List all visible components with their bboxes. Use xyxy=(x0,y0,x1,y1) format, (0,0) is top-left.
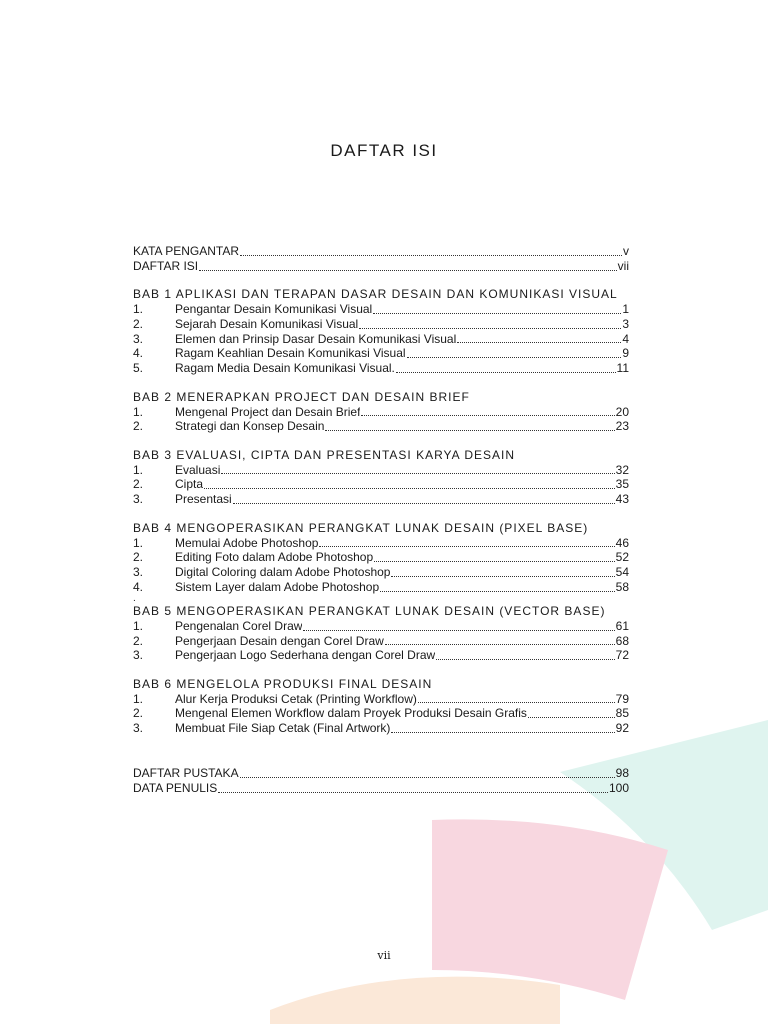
toc-item-number: 3. xyxy=(133,492,144,507)
chapter-heading-1: BAB 1 APLIKASI DAN TERAPAN DASAR DESAIN DAN KOMUNIKASI VISUAL xyxy=(133,287,618,302)
toc-item-page: 85 xyxy=(615,706,629,721)
toc-entry-daftar-pustaka xyxy=(133,766,629,781)
toc-item xyxy=(133,619,629,634)
toc-item xyxy=(133,346,629,361)
toc-entry-text: KATA PENGANTAR xyxy=(133,244,240,258)
toc-item-page: 72 xyxy=(615,648,629,663)
toc-item xyxy=(133,477,629,492)
toc-item-page: 11 xyxy=(616,361,629,376)
toc-item-page: 58 xyxy=(615,579,629,594)
dot-leader xyxy=(528,716,615,718)
toc-item-text: Membuat File Siap Cetak (Final Artwork) xyxy=(175,721,391,736)
dot-leader xyxy=(391,731,614,733)
pink-arc-shape xyxy=(432,819,668,1000)
page-number: vii xyxy=(377,949,391,962)
toc-item-number: 5. xyxy=(133,361,144,376)
toc-item xyxy=(133,361,629,376)
dot-leader xyxy=(457,341,621,343)
toc-item-text: Ragam Keahlian Desain Komunikasi Visual xyxy=(175,346,406,361)
dot-leader xyxy=(374,560,615,562)
toc-entry-text: DAFTAR ISI xyxy=(133,258,199,273)
dot-leader xyxy=(361,414,614,416)
toc-item-page: 43 xyxy=(615,492,629,507)
toc-item-number: 2. xyxy=(133,316,144,331)
toc-item-number: 1. xyxy=(133,404,144,419)
toc-entry-page: vii xyxy=(617,258,629,273)
dot-leader xyxy=(391,575,614,577)
toc-item-text: Presentasi xyxy=(175,492,232,507)
toc-entry-data-penulis xyxy=(133,781,629,796)
toc-item-page: 46 xyxy=(615,535,629,550)
toc-item-page: 52 xyxy=(615,550,629,565)
toc-item xyxy=(133,580,629,595)
toc-item-text: Pengerjaan Logo Sederhana dengan Corel Draw xyxy=(175,648,436,663)
toc-item-number: 2. xyxy=(133,706,144,721)
dot-leader xyxy=(436,658,614,660)
toc-item xyxy=(133,536,629,551)
toc-item-text: Pengerjaan Desain dengan Corel Draw xyxy=(175,633,384,648)
toc-item-page: 61 xyxy=(615,618,629,633)
toc-entry-text: DATA PENULIS xyxy=(133,780,218,795)
toc-item-page: 23 xyxy=(615,419,629,434)
chapter-heading-2: BAB 2 MENERAPKAN PROJECT DAN DESAIN BRIEF xyxy=(133,389,470,404)
dot-leader xyxy=(240,254,622,256)
toc-item-page: 92 xyxy=(615,721,629,736)
toc-item xyxy=(133,634,629,649)
page-title: DAFTAR ISI xyxy=(330,141,438,160)
peach-arc-shape xyxy=(270,977,560,1024)
toc-entry-page: v xyxy=(623,244,629,258)
toc-item xyxy=(133,419,629,434)
toc-item-text: Evaluasi xyxy=(175,462,221,477)
toc-item-page: 32 xyxy=(615,462,629,477)
toc-entry-kata-pengantar xyxy=(133,244,629,259)
toc-item-page: 20 xyxy=(615,404,629,419)
toc-item xyxy=(133,648,629,663)
toc-item-text: Cipta xyxy=(175,477,204,492)
toc-item-page: 3 xyxy=(622,316,629,331)
toc-item-number: 2. xyxy=(133,419,144,434)
toc-item xyxy=(133,317,629,332)
toc-item-page: 35 xyxy=(615,477,629,492)
toc-item-number: 1. xyxy=(133,302,144,317)
toc-item-text: Elemen dan Prinsip Dasar Desain Komunikasi Visual xyxy=(175,331,457,346)
toc-item-text: Sistem Layer dalam Adobe Photoshop xyxy=(175,579,380,594)
toc-item-number: 3. xyxy=(133,648,144,663)
toc-item-number: 1. xyxy=(133,691,144,706)
dot-leader xyxy=(380,590,615,592)
toc-item-number: 3. xyxy=(133,721,144,736)
dot-leader xyxy=(204,487,615,489)
toc-item xyxy=(133,332,629,347)
dot-leader xyxy=(303,629,614,631)
toc-item-number: 1. xyxy=(133,535,144,550)
toc-entry-text: DAFTAR PUSTAKA xyxy=(133,766,239,781)
chapter-heading-3: BAB 3 EVALUASI, CIPTA DAN PRESENTASI KARYA DESAIN xyxy=(133,447,515,462)
toc-item xyxy=(133,492,629,507)
dot-leader xyxy=(221,472,614,474)
toc-item-text: Mengenal Project dan Desain Brief xyxy=(175,404,361,419)
table-of-contents xyxy=(133,244,629,796)
toc-item-text: Editing Foto dalam Adobe Photoshop xyxy=(175,550,374,565)
toc-item xyxy=(133,405,629,420)
dot-leader xyxy=(407,356,622,358)
chapter-heading-4: BAB 4 MENGOPERASIKAN PERANGKAT LUNAK DESAIN (PIXEL BASE) xyxy=(133,520,589,535)
toc-item-number: 1. xyxy=(133,462,144,477)
toc-item-text: Strategi dan Konsep Desain xyxy=(175,419,325,434)
toc-item-number: 3. xyxy=(133,565,144,580)
toc-item xyxy=(133,692,629,707)
toc-item-page: 79 xyxy=(615,691,629,706)
dot-leader xyxy=(385,643,615,645)
dot-leader xyxy=(396,371,616,373)
toc-item-text: Sejarah Desain Komunikasi Visual xyxy=(175,316,359,331)
dot-leader xyxy=(373,312,621,314)
toc-item-page: 54 xyxy=(615,565,629,580)
toc-entry-page: 100 xyxy=(608,780,629,795)
toc-item-text: Ragam Media Desain Komunikasi Visual. xyxy=(175,361,395,376)
dot-leader xyxy=(319,545,614,547)
dot-leader xyxy=(199,269,617,271)
toc-item-text: Pengenalan Corel Draw xyxy=(175,618,303,633)
toc-item-number: 2. xyxy=(133,633,144,648)
dot-leader xyxy=(218,791,608,793)
stray-period: . xyxy=(133,592,136,604)
toc-item xyxy=(133,721,629,736)
toc-item-page: 9 xyxy=(622,346,629,361)
toc-item xyxy=(133,550,629,565)
toc-item-number: 2. xyxy=(133,477,144,492)
toc-item xyxy=(133,706,629,721)
chapter-heading-6: BAB 6 MENGELOLA PRODUKSI FINAL DESAIN xyxy=(133,676,433,691)
toc-item-text: Memulai Adobe Photoshop xyxy=(175,535,319,550)
chapter-heading-5: BAB 5 MENGOPERASIKAN PERANGKAT LUNAK DESAIN (VECTOR BASE) xyxy=(133,603,606,618)
toc-item-page: 4 xyxy=(622,331,629,346)
toc-item-number: 4. xyxy=(133,579,144,594)
dot-leader xyxy=(233,502,615,504)
toc-item-number: 1. xyxy=(133,618,144,633)
toc-item xyxy=(133,302,629,317)
dot-leader xyxy=(418,701,615,703)
dot-leader xyxy=(240,776,615,778)
toc-item-text: Mengenal Elemen Workflow dalam Proyek Produksi Desain Grafis xyxy=(175,706,527,721)
toc-item-text: Pengantar Desain Komunikasi Visual xyxy=(175,302,373,317)
toc-item-page: 1 xyxy=(622,302,629,317)
toc-item-number: 2. xyxy=(133,550,144,565)
toc-item xyxy=(133,463,629,478)
toc-item-number: 3. xyxy=(133,331,144,346)
toc-item-text: Alur Kerja Produksi Cetak (Printing Workflow) xyxy=(175,691,417,706)
toc-item-number: 4. xyxy=(133,346,144,361)
toc-item xyxy=(133,565,629,580)
toc-entry-daftar-isi xyxy=(133,259,629,274)
dot-leader xyxy=(325,429,614,431)
toc-item-page: 68 xyxy=(615,633,629,648)
dot-leader xyxy=(359,327,621,329)
toc-entry-page: 98 xyxy=(615,766,629,781)
toc-item-text: Digital Coloring dalam Adobe Photoshop xyxy=(175,565,391,580)
